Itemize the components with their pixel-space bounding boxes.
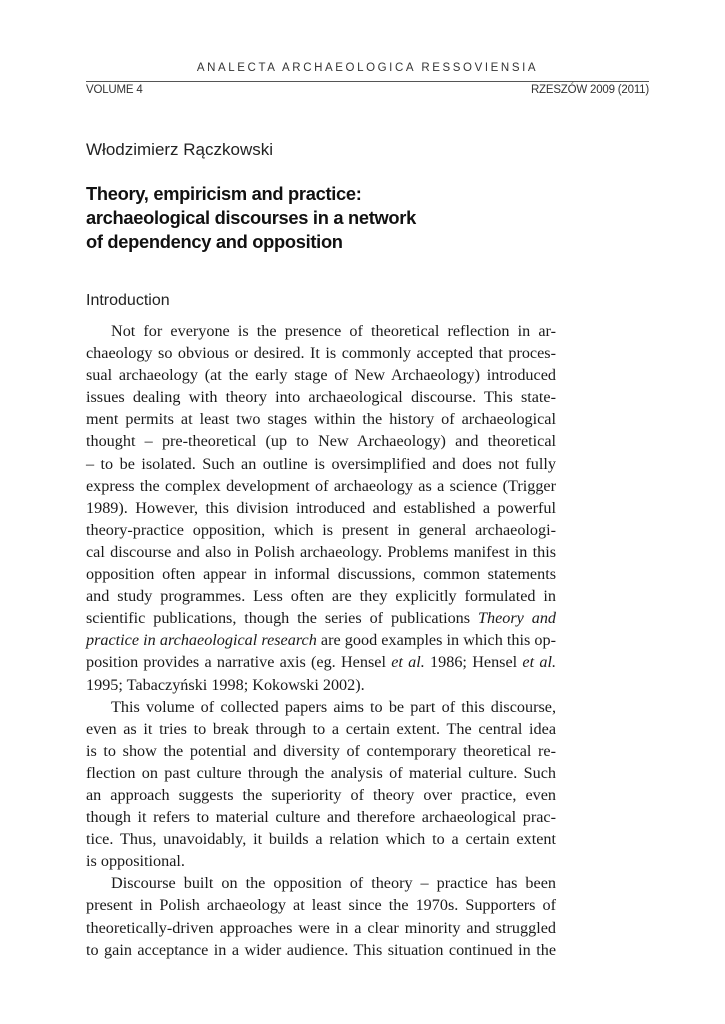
title-line: Theory, empiricism and practice: — [86, 183, 362, 204]
text-line: is to show the potential and diversity of contemporary theoretical re- — [86, 741, 556, 760]
text-run: are good examples in which this op- — [316, 631, 556, 650]
paragraph-3 — [86, 872, 556, 960]
volume-label: VOLUME 4 — [86, 84, 143, 96]
section-heading: Introduction — [86, 292, 170, 309]
text-line: opposition often appear in informal discussions, common statements — [86, 565, 556, 584]
text-line: issues dealing with theory into archaeological discourse. This state- — [86, 388, 556, 407]
text-line: even as it tries to break through to a certain extent. The central idea — [86, 719, 556, 738]
header-rule — [86, 81, 649, 82]
article-title — [86, 182, 556, 254]
text-line — [86, 651, 556, 673]
text-line: though it refers to material culture and therefore archaeological prac- — [86, 808, 556, 827]
text-run: position provides a narrative axis (eg. Hensel — [86, 653, 392, 672]
text-line: to gain acceptance in a wider audience. This situation continued in the — [86, 940, 556, 959]
title-line: of dependency and opposition — [86, 231, 343, 252]
text-line — [86, 607, 556, 629]
article-body — [86, 320, 556, 961]
text-line: 1989). However, this division introduced and established a powerful — [86, 498, 556, 517]
paragraph-2 — [86, 696, 556, 873]
text-line: present in Polish archaeology at least since the 1970s. Supporters of — [86, 896, 556, 915]
text-line: flection on past culture through the analysis of material culture. Such — [86, 763, 556, 782]
journal-title: ANALECTA ARCHAEOLOGICA RESSOVIENSIA — [196, 62, 539, 74]
italic-run: Theory and — [477, 609, 557, 628]
text-line: and study programmes. Less often are they explicitly formulated in — [86, 587, 556, 606]
text-line: Not for everyone is the presence of theoretical reflection in ar- — [111, 322, 556, 340]
italic-run: et al. — [522, 653, 557, 672]
text-line: theory-practice opposition, which is present in general archaeologi- — [86, 520, 556, 539]
text-run: 1986; Hensel — [424, 653, 523, 672]
text-line: chaeology so obvious or desired. It is commonly accepted that proces- — [86, 344, 556, 363]
italic-run: practice in archaeological research — [86, 631, 317, 650]
text-line: an approach suggests the superiority of theory over practice, even — [86, 785, 556, 804]
title-line: archaeological discourses in a network — [86, 207, 416, 228]
italic-run: et al. — [391, 653, 425, 672]
place-year-label: RZESZÓW 2009 (2011) — [530, 84, 649, 96]
text-line: – to be isolated. Such an outline is oversimplified and does not fully — [86, 454, 556, 473]
text-line: is oppositional. — [86, 852, 185, 871]
text-line: cal discourse and also in Polish archaeology. Problems manifest in this — [86, 542, 556, 561]
text-run: scientific publications, though the series of publications — [86, 609, 478, 628]
text-line: Discourse built on the opposition of theory – practice has been — [111, 874, 556, 893]
text-line: express the complex development of archaeology as a science (Trigger — [86, 476, 556, 495]
article-author: Włodzimierz Rączkowski — [86, 140, 274, 159]
paragraph-1 — [86, 320, 556, 696]
text-line: thought – pre-theoretical (up to New Archaeology) and theoretical — [86, 432, 556, 451]
text-line — [86, 629, 556, 651]
text-line: ment permits at least two stages within the history of archaeological — [86, 410, 556, 429]
text-line: sual archaeology (at the early stage of New Archaeology) introduced — [86, 366, 556, 385]
text-line: 1995; Tabaczyński 1998; Kokowski 2002). — [86, 675, 365, 694]
text-line: tice. Thus, unavoidably, it builds a relation which to a certain extent — [86, 830, 556, 849]
text-line: This volume of collected papers aims to be part of this discourse, — [111, 697, 556, 716]
text-line: theoretically-driven approaches were in a clear minority and struggled — [86, 918, 556, 937]
